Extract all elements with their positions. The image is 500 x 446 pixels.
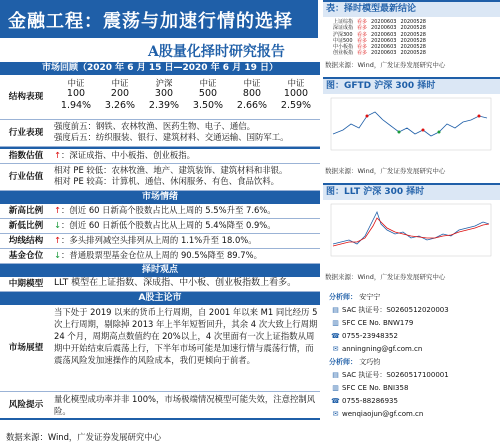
industry-strong: 强度前五：钢铁、农林牧渔、医药生物、电子、通信。 xyxy=(54,121,255,131)
table-row: 上证综指 看多 20200603 20200528 xyxy=(333,19,426,25)
llt-chart xyxy=(323,200,500,268)
email-icon: ✉ xyxy=(332,409,339,418)
analyst-block xyxy=(323,291,500,421)
sell-signal xyxy=(398,130,401,133)
report-subtitle: A股量化择时研究报告 xyxy=(148,44,285,60)
buy-signal xyxy=(422,128,425,131)
index-names: 中证 中证 沪深 中证 中证 中证 xyxy=(67,78,305,88)
table-title: 表：择时模型最新结论 xyxy=(323,0,500,17)
summary-table xyxy=(0,62,320,420)
outlook-row: 市场展望 当下处于 2019 以来的货币上行周期，自 2001 年以来 M1 同比经历 5 次上行周期，剔除掉 2013 年上半年短暂回升，其余 4 次大致上行周期 24 个月，周期高点数值约在 20%以上，4 次里面有一次上证指数从周期中开始结束后震荡上行，下半年市场可能是加速行情与震荡行情，而震荡风险发加速操作的风险成本，我们更倾向于前者。 xyxy=(0,305,320,392)
outlook-header: A股主论市 xyxy=(0,292,320,305)
chart-frame xyxy=(331,98,491,150)
report-title: 金融工程：震荡与加速行情的选择 xyxy=(8,11,293,32)
chart2-title: 图：LLT 沪深 300 择时 xyxy=(323,183,500,200)
table-row: 中小板指 看多 20200603 20200528 xyxy=(333,44,426,51)
chart1-source: 数据来源：Wind，广发证券发展研究中心 xyxy=(325,166,446,175)
chart1-title: 图：GFTD 沪深 300 择时 xyxy=(323,77,500,94)
risk-row: 风险提示 量化模型成功率并非 100%，市场极端情况模型可能失效，注意控制风险。 xyxy=(0,392,320,420)
index-returns: 1.94% 3.26% 2.39% 3.50% 2.66% 2.59% xyxy=(60,100,312,111)
title-bar xyxy=(0,0,318,38)
chart2-source: 数据来源：Wind，广发证券发展研究中心 xyxy=(325,272,446,281)
buy-signal xyxy=(366,114,369,117)
sentiment-header: 市场情绪 xyxy=(0,191,320,204)
sentiment-row: 新低比例 ↓：创近 60 日新低个股数占比从上周的 5.4%降至 0.9%。 xyxy=(0,219,320,234)
certificate-icon: ▤ xyxy=(332,370,339,379)
index-codes: 100 200 300 500 800 1000 xyxy=(66,88,309,99)
analyst-1: 分析师： 安宁宁 ▤ SAC 执证号：S0260512020003 ▥ SFC CE No. BNW179 ☎ 0755-23948352 ✉ anningning@gf.com.cn xyxy=(329,291,500,356)
id-icon: ▥ xyxy=(332,318,339,327)
sidebar xyxy=(323,0,500,421)
index-valuation-row: 指数估值 ↑：深证成指、中小板指、创业板指。 xyxy=(0,147,320,164)
sentiment-row: 均线结构 ↑：多头排列减空头排列从上周的 1.1%升至 18.0%。 xyxy=(0,234,320,249)
industry-valuation-row: 行业估值 相对 PE 较低：农林牧渔、地产、建筑装饰、建筑材料和非银。 相对 PE 较高：计算机、通信、休闲服务、有色、食品饮料。 xyxy=(0,164,320,191)
structure-row xyxy=(0,75,320,120)
structure-label: 结构表现 xyxy=(8,91,44,102)
source-note: 数据来源：Wind，广发证券发展研究中心 xyxy=(6,432,162,442)
sentiment-row: 新高比例 ↑：创近 60 日新高个股数占比从上周的 5.5%升至 7.6%。 xyxy=(0,204,320,219)
market-review-header: 市场回顾（2020 年 6 月 15 日—2020 年 6 月 19 日） xyxy=(0,62,320,75)
industry-label: 行业表现 xyxy=(8,127,44,138)
up-arrow-icon: ↑ xyxy=(54,150,62,160)
gftd-chart xyxy=(323,94,500,162)
table-row: 中证500 看多 20200603 20200528 xyxy=(333,37,426,44)
industry-row xyxy=(0,120,320,147)
up-arrow-icon: ↑ xyxy=(54,205,62,215)
sell-signal xyxy=(438,130,441,133)
table-row: 深证成指 看多 20200603 20200528 xyxy=(333,25,426,32)
up-arrow-icon: ↑ xyxy=(54,235,62,245)
phone-icon: ☎ xyxy=(331,331,340,340)
table-source: 数据来源：Wind，广发证券发展研究中心 xyxy=(325,60,446,69)
industry-weak: 强度后五：纺织服装、银行、建筑材料、交通运输、国防军工。 xyxy=(54,132,289,142)
down-arrow-icon: ↓ xyxy=(54,250,62,260)
table-row: 创业板指 看多 20200603 20200528 xyxy=(333,50,426,57)
table-row: 沪深300 看多 20200603 20200528 xyxy=(333,31,426,38)
timing-row: 中期模型 LLT 模型在上证指数、深成指、中小板、创业板指数上看多。 xyxy=(0,277,320,292)
timing-header: 择时观点 xyxy=(0,264,320,277)
analyst-2: 分析师： 文巧钧 ▤ SAC 执证号：S0260517100001 ▥ SFC CE No. BNI358 ☎ 0755-88286935 ✉ wenqiaojun@gf.com.cn xyxy=(329,356,500,421)
phone-icon: ☎ xyxy=(331,396,340,405)
sentiment-row: 基金仓位 ↓：普通股票型基金仓位从上周的 90.5%降至 89.7%。 xyxy=(0,249,320,264)
down-arrow-icon: ↓ xyxy=(54,220,62,230)
buy-signal xyxy=(478,114,481,117)
id-icon: ▥ xyxy=(332,383,339,392)
timing-model-table xyxy=(331,19,428,57)
certificate-icon: ▤ xyxy=(332,305,339,314)
email-icon: ✉ xyxy=(332,344,339,353)
